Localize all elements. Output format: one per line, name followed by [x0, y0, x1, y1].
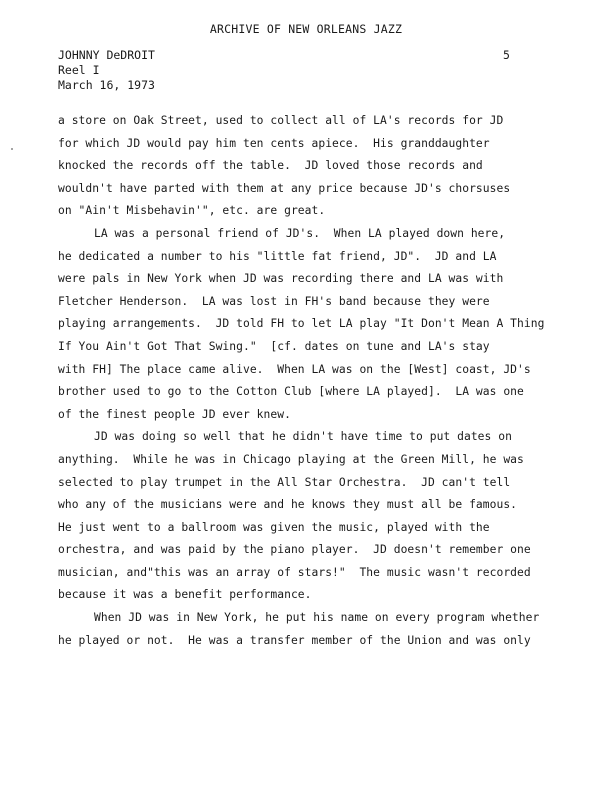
transcript-line: selected to play trumpet in the All Star Orchestra. JD can't tell [58, 475, 511, 489]
transcript-line: anything. While he was in Chicago playing at the Green Mill, he was [58, 452, 524, 466]
transcript-line: of the finest people JD ever knew. [58, 407, 291, 421]
interviewee-name: JOHNNY DeDROIT [58, 48, 155, 62]
transcript-line: He just went to a ballroom was given the music, played with the [58, 520, 490, 534]
scan-speck [11, 148, 13, 150]
page-number: 5 [503, 48, 510, 62]
transcript-line: wouldn't have parted with them at any price because JD's chorsuses [58, 181, 511, 195]
transcript-line: playing arrangements. JD told FH to let LA play "It Don't Mean A Thing [58, 317, 545, 331]
transcript-line: If You Ain't Got That Swing." [cf. dates on tune and LA's stay [58, 339, 490, 353]
transcript-line: who any of the musicians were and he knows they must all be famous. [58, 498, 518, 512]
transcript-body [58, 110, 578, 652]
transcript-line: he played or not. He was a transfer member of the Union and was only [58, 633, 531, 647]
transcript-line: When JD was in New York, he put his name on every program whether [94, 611, 540, 625]
transcript-line: LA was a personal friend of JD's. When LA played down here, [94, 226, 506, 240]
interview-header [58, 48, 155, 93]
transcript-line: musician, and"this was an array of stars!" The music wasn't recorded [58, 565, 531, 579]
transcript-line: were pals in New York when JD was recording there and LA was with [58, 272, 504, 286]
archive-title: ARCHIVE OF NEW ORLEANS JAZZ [209, 22, 403, 36]
transcript-line: with FH] The place came alive. When LA was on the [West] coast, JD's [58, 362, 531, 376]
transcript-line: knocked the records off the table. JD loved those records and [58, 159, 483, 173]
transcript-line: brother used to go to the Cotton Club [where LA played]. LA was one [58, 385, 524, 399]
transcript-line: orchestra, and was paid by the piano player. JD doesn't remember one [58, 543, 531, 557]
transcript-line: a store on Oak Street, used to collect all of LA's records for JD [58, 114, 504, 127]
interview-date: March 16, 1973 [58, 78, 155, 92]
reel-label: Reel I [58, 63, 100, 77]
transcript-line: on "Ain't Misbehavin'", etc. are great. [58, 204, 326, 218]
transcript-line: Fletcher Henderson. LA was lost in FH's band because they were [58, 294, 490, 308]
transcript-line: he dedicated a number to his "little fat friend, JD". JD and LA [58, 249, 497, 263]
transcript-line: JD was doing so well that he didn't have time to put dates on [94, 430, 512, 444]
transcript-line: for which JD would pay him ten cents apiece. His granddaughter [58, 136, 490, 150]
transcript-line: because it was a benefit performance. [58, 588, 312, 602]
